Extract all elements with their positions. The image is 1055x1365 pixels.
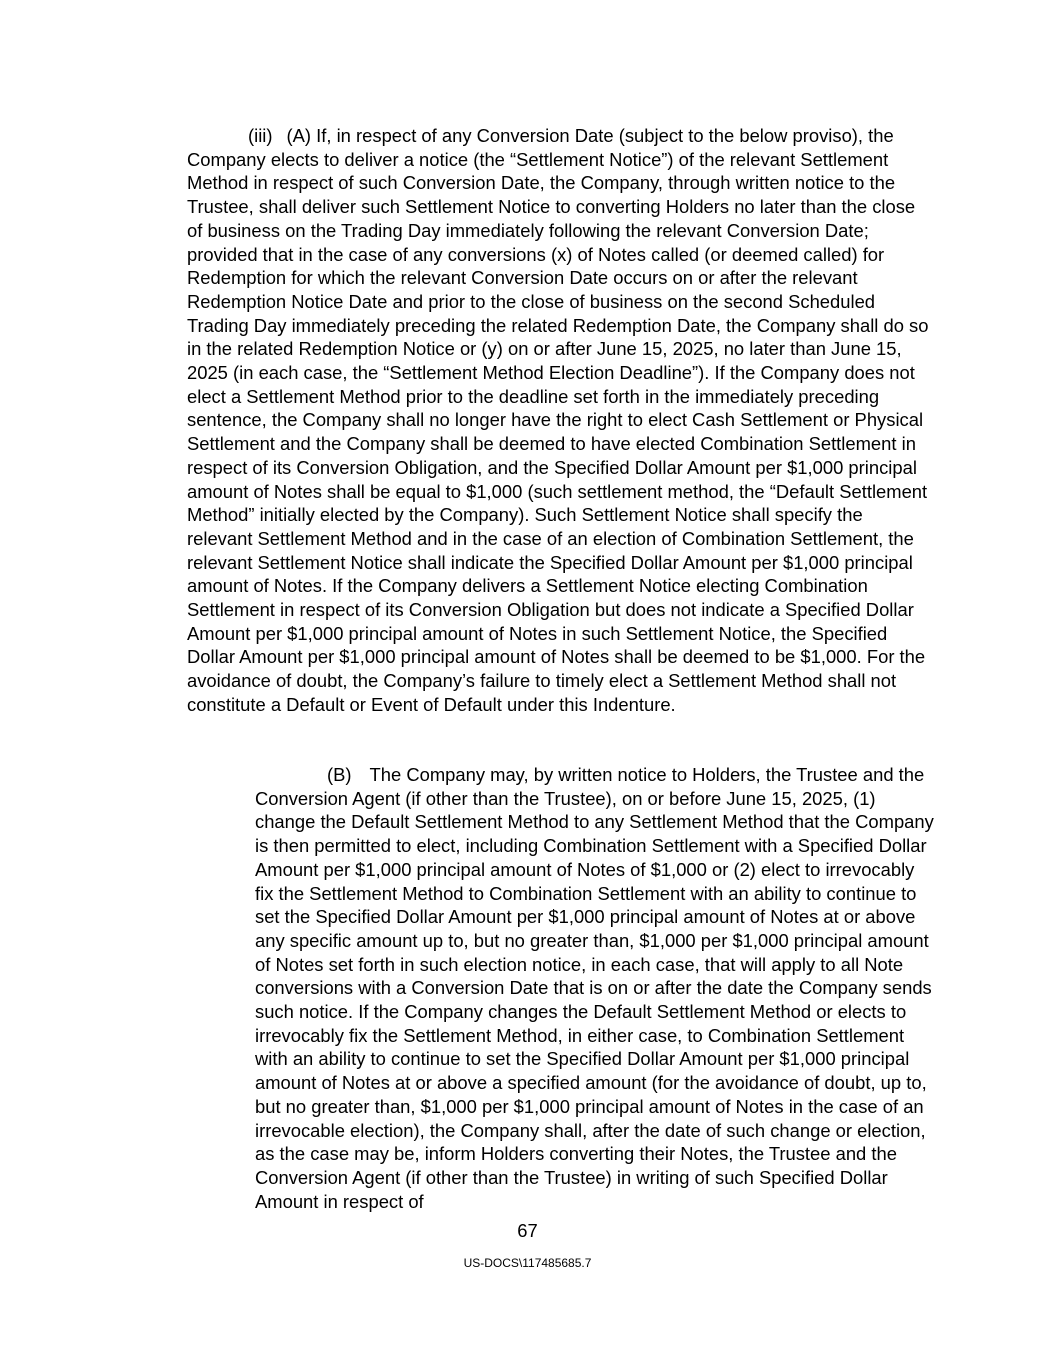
label-iii: (iii) [248, 125, 273, 146]
label-a: (A) [286, 125, 312, 146]
paragraph-iii-a [187, 124, 933, 717]
paragraph-b [255, 763, 936, 1213]
page-number: 67 [517, 1220, 538, 1241]
document-id: US-DOCS\117485685.7 [463, 1256, 592, 1270]
paragraph-b-text: The Company may, by written notice to Holders, the Trustee and the Conversion Agent (if other than the Trustee), on or before June 15, 2025, (1) change the Default Settlement Method to any Settlement Method that the Company is then permitted to elect, including Combination Settlement with a Specified Dollar Amount per $1,000 principal amount of Notes of $1,000 or (2) elect to irrevocably fix the Settlement Method to Combination Settlement with an ability to continue to set the Specified Dollar Amount per $1,000 principal amount of Notes at or above any specific amount up to, but no greater than, $1,000 per $1,000 principal amount of Notes set forth in such election notice, in each case, that will apply to all Note conversions with a Conversion Date that is on or after the date the Company sends such notice. If the Company changes the Default Settlement Method or elects to irrevocably fix the Settlement Method, in either case, to Combination Settlement with an ability to continue to set the Specified Dollar Amount per $1,000 principal amount of Notes at or above a specified amount (for the avoidance of doubt, up to, but no greater than, $1,000 per $1,000 principal amount of Notes in the case of an irrevocable election), the Company shall, after the date of such change or election, as the case may be, inform Holders converting their Notes, the Trustee and the Conversion Agent (if other than the Trustee) in writing of such Specified Dollar Amount in respect of [255, 764, 934, 1212]
paragraph-iii-a-text: If, in respect of any Conversion Date (subject to the below proviso), the Company elects to deliver a notice (the “Settlement Notice”) of the relevant Settlement Method in respect of such Conversion Date, the Company, through written notice to the Trustee, shall deliver such Settlement Notice to converting Holders no later than the close of business on the Trading Day immediately following the relevant Conversion Date; provided that in the case of any conversions (x) of Notes called (or deemed called) for Redemption for which the relevant Conversion Date occurs on or after the relevant Redemption Notice Date and prior to the close of business on the second Scheduled Trading Day immediately preceding the related Redemption Date, the Company shall do so in the related Redemption Notice or (y) on or after June 15, 2025, no later than June 15, 2025 (in each case, the “Settlement Method Election Deadline”). If the Company does not elect a Settlement Method prior to the deadline set forth in the immediately preceding sentence, the Company shall no longer have the right to elect Cash Settlement or Physical Settlement and the Company shall be deemed to have elected Combination Settlement in respect of its Conversion Obligation, and the Specified Dollar Amount per $1,000 principal amount of Notes shall be equal to $1,000 (such settlement method, the “Default Settlement Method” initially elected by the Company). Such Settlement Notice shall specify the relevant Settlement Method and in the case of an election of Combination Settlement, the relevant Settlement Notice shall indicate the Specified Dollar Amount per $1,000 principal amount of Notes. If the Company delivers a Settlement Notice electing Combination Settlement in respect of its Conversion Obligation but does not indicate a Specified Dollar Amount per $1,000 principal amount of Notes in such Settlement Notice, the Specified Dollar Amount per $1,000 principal amount of Notes shall be deemed to be $1,000. For the avoidance of doubt, the Company’s failure to timely elect a Settlement Method shall not constitute a Default or Event of Default under this Indenture. [187, 125, 929, 715]
label-b: (B) [327, 764, 352, 785]
